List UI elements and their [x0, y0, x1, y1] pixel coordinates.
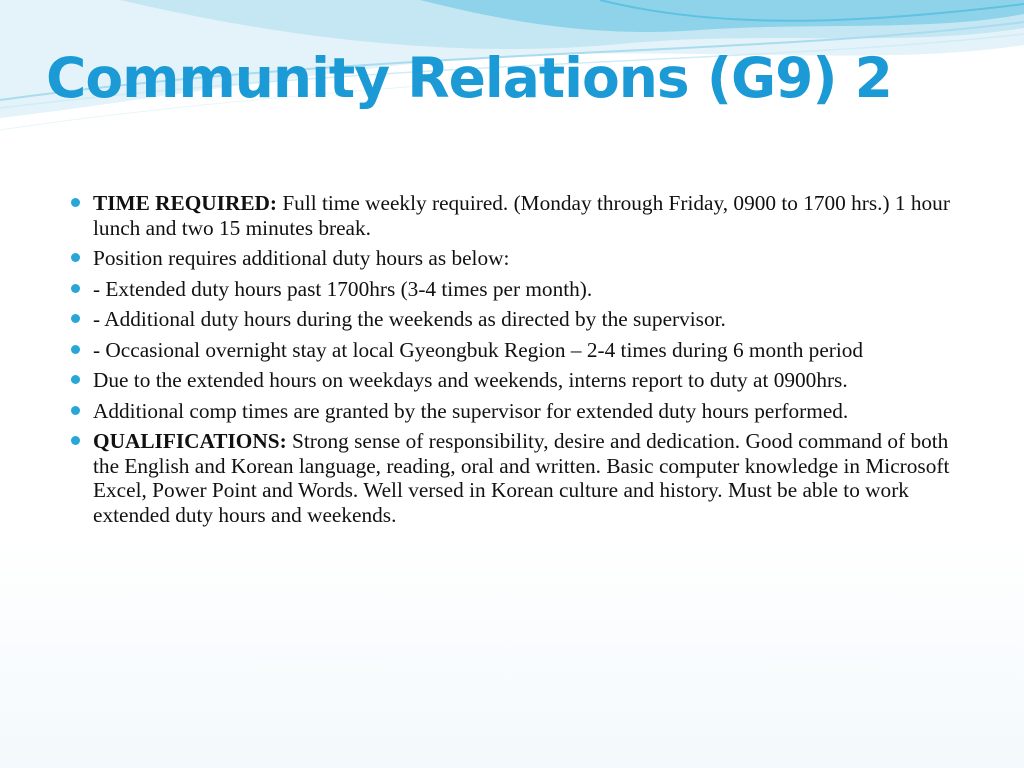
bullet-text: Strong sense of responsibility, desire and dedication. Good command of both the English and Korean language, reading, oral and written. Basic computer knowledge in Microsoft Excel, Power Point and Words. Well versed in Korean culture and history. Must be able to work extended duty hours and weekends.	[93, 429, 950, 527]
bullet-text: - Occasional overnight stay at local Gyeongbuk Region – 2-4 times during 6 month period	[93, 337, 864, 362]
bullet-label: QUALIFICATIONS:	[93, 429, 287, 453]
bullet-label: TIME REQUIRED:	[93, 191, 277, 215]
bullet-text: Additional comp times are granted by the supervisor for extended duty hours performed.	[93, 398, 849, 423]
bullet-overnight-stay	[70, 338, 970, 363]
bullet-comp-times	[70, 399, 970, 424]
bullet-additional-duty	[70, 246, 970, 271]
bullet-time-required	[70, 191, 970, 240]
slide-title: Community Relations (G9) 2	[46, 46, 892, 110]
bullet-text: - Extended duty hours past 1700hrs (3-4 times per month).	[93, 276, 593, 301]
bullet-text: - Additional duty hours during the weekends as directed by the supervisor.	[93, 307, 726, 331]
bullet-qualifications	[70, 429, 970, 527]
bullet-extended-hours	[70, 277, 970, 302]
bullet-text: Due to the extended hours on weekdays and weekends, interns report to duty at 0900hrs.	[93, 368, 848, 392]
bullet-text: Full time weekly required. (Monday through Friday, 0900 to 1700 hrs.) 1 hour lunch and two 15 minutes break.	[93, 191, 950, 240]
bullet-text: Position requires additional duty hours as below:	[93, 246, 510, 270]
bullet-report-time	[70, 368, 970, 393]
bullet-list	[70, 191, 970, 533]
bullet-weekend-duty	[70, 307, 970, 332]
